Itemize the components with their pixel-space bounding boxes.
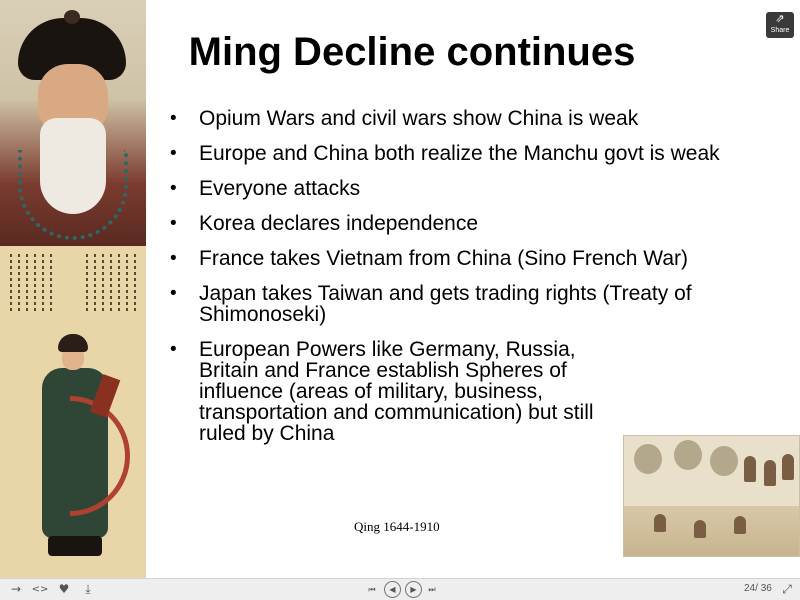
sketch-tree: [674, 440, 702, 470]
download-icon[interactable]: ⤓: [85, 582, 91, 596]
first-slide-icon[interactable]: ⏮: [368, 585, 376, 594]
sketch-tree: [634, 444, 662, 474]
sketch-tree: [710, 446, 738, 476]
bullet-item: • Everyone attacks: [168, 178, 768, 199]
archer-boots: [48, 536, 102, 556]
painting-script-column: [42, 254, 44, 314]
painting-script-column: [118, 254, 120, 314]
painting-script-column: [18, 254, 20, 314]
painting-script-column: [102, 254, 104, 314]
page-current: 24: [744, 583, 756, 594]
fullscreen-icon[interactable]: ⤢: [782, 582, 792, 596]
portrait-beads: [18, 150, 128, 240]
share-arrow-icon[interactable]: →: [10, 582, 22, 596]
share-icon: ⇗: [775, 13, 785, 25]
sketch-person: [734, 516, 746, 534]
bullet-item: • Korea declares independence: [168, 213, 768, 234]
bullet-item: • Japan takes Taiwan and gets trading rights (Treaty of Shimonoseki): [168, 283, 768, 325]
share-label: Share: [770, 27, 790, 34]
archer-hat: [58, 334, 88, 352]
embed-icon[interactable]: <>: [31, 584, 49, 595]
bullet-item: • Europe and China both realize the Manchu govt is weak: [168, 143, 768, 164]
next-slide-button[interactable]: ▶: [405, 581, 422, 598]
painting-script-column: [26, 254, 28, 314]
painting-script-column: [126, 254, 128, 314]
painting-script-column: [86, 254, 88, 314]
painting-script-column: [134, 254, 136, 314]
painting-script-column: [34, 254, 36, 314]
bullet-item: • Opium Wars and civil wars show China is weak: [168, 108, 768, 129]
portrait-image: [0, 0, 146, 246]
sketch-ground: [624, 506, 800, 557]
bottom-toolbar: [0, 578, 800, 600]
painting-script-column: [94, 254, 96, 314]
bullet-item: • European Powers like Germany, Russia, Britain and France establish Spheres of influence (areas of military, business, transportation and communication) but still ruled by China: [168, 339, 608, 444]
sketch-person: [654, 514, 666, 532]
sketch-person: [744, 456, 756, 482]
page-total: 36: [760, 583, 772, 594]
portrait-hat-knob: [64, 10, 80, 24]
previous-slide-button[interactable]: ◀: [384, 581, 401, 598]
painting-script-column: [110, 254, 112, 314]
painting-script-column: [10, 254, 12, 314]
bullet-list: [168, 108, 768, 458]
page-counter: 24/ 36: [744, 583, 772, 594]
last-slide-icon[interactable]: ⏭: [428, 585, 436, 594]
painting-script-column: [50, 254, 52, 314]
sketch-person: [782, 454, 794, 480]
archer-painting-image: [0, 246, 146, 578]
slide-title: Ming Decline continues: [188, 30, 636, 74]
share-button[interactable]: [766, 12, 794, 38]
image-caption: Qing 1644-1910: [354, 519, 440, 534]
bullet-item: • France takes Vietnam from China (Sino French War): [168, 248, 768, 269]
like-icon[interactable]: ♥: [58, 582, 70, 596]
sketch-person: [764, 460, 776, 486]
village-sketch-image: [623, 435, 800, 557]
sketch-person: [694, 520, 706, 538]
